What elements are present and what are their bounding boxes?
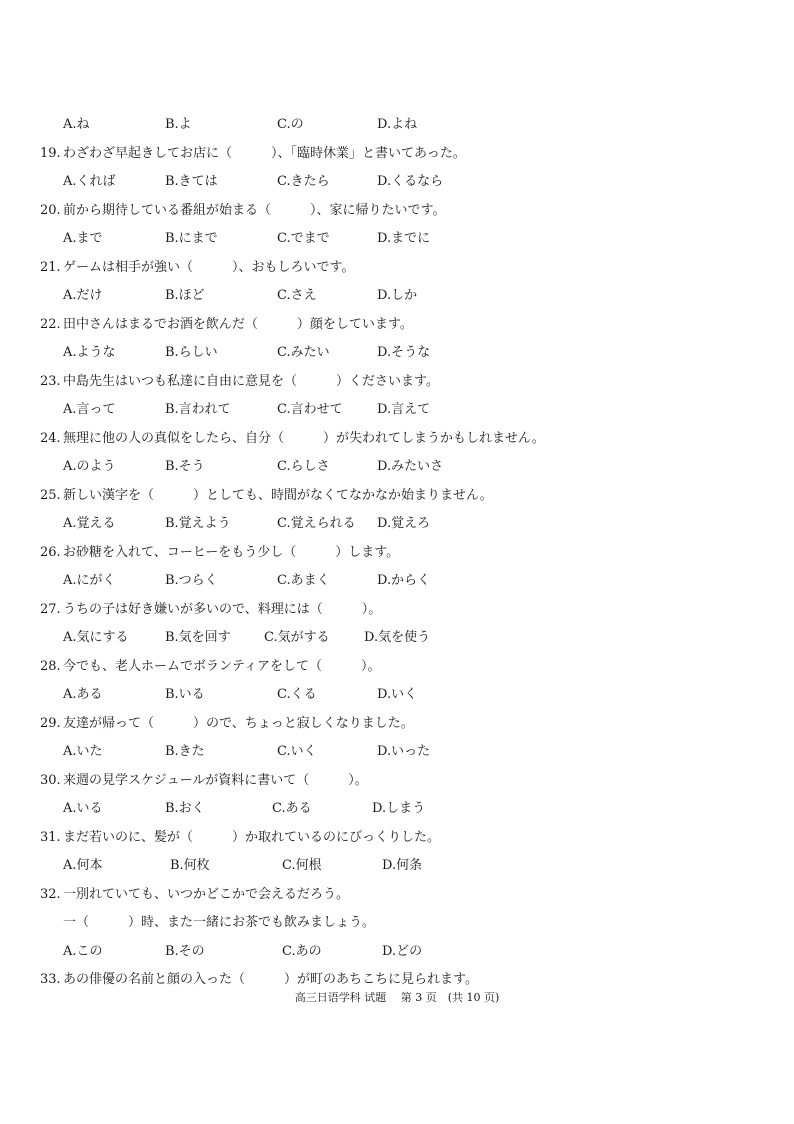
- answer-option: B.つらく: [165, 573, 218, 588]
- answer-option: D.までに: [377, 231, 431, 246]
- question-line: [0, 656, 794, 678]
- answer-option: D.しか: [377, 288, 418, 303]
- answer-option: C.みたい: [277, 345, 330, 360]
- question-line: [0, 884, 794, 906]
- answer-option: D.そうな: [377, 345, 431, 360]
- answer-option: C.いく: [277, 744, 317, 759]
- options-line: [0, 627, 794, 649]
- answer-option: C.さえ: [277, 288, 317, 303]
- answer-option: C.らしさ: [277, 459, 330, 474]
- answer-option: C.あの: [282, 943, 322, 959]
- question-text: 今でも、老人ホームでボランティアをして（ ）。: [63, 658, 381, 674]
- answer-option: C.覚えられる: [277, 516, 356, 531]
- answer-option: A.ような: [63, 345, 116, 360]
- answer-option: D.いった: [377, 744, 431, 759]
- answer-option: A.のよう: [63, 459, 116, 474]
- answer-option: D.しまう: [372, 801, 426, 816]
- answer-option: C.何根: [282, 858, 322, 873]
- answer-option: C.ある: [272, 801, 312, 816]
- question-number: 31.: [40, 829, 61, 845]
- answer-option: C.あまく: [277, 573, 330, 588]
- answer-option: B.何枚: [170, 858, 210, 873]
- options-line: [0, 342, 794, 364]
- question-number: 30.: [40, 772, 61, 788]
- question-continuation: 一（ ）時、また一緒にお茶でも飲みましょう。: [63, 915, 376, 930]
- answer-option: A.言って: [63, 402, 116, 417]
- answer-option: D.くるなら: [377, 174, 444, 189]
- answer-option: B.らしい: [165, 345, 218, 360]
- answer-option: B.その: [165, 943, 205, 959]
- question-number: 20.: [40, 202, 61, 218]
- answer-option: C.言わせて: [277, 402, 343, 417]
- answer-option: D.言えて: [377, 402, 431, 417]
- question-number: 33.: [40, 972, 61, 987]
- question-text: 来週の見学スケジュールが資料に書いて（ ）。: [63, 772, 368, 788]
- options-line: [0, 941, 794, 963]
- options-line: [0, 855, 794, 877]
- answer-option: A.ある: [63, 687, 103, 702]
- answer-option: D.いく: [377, 687, 418, 702]
- question-line: [0, 485, 794, 507]
- question-text: 無理に他の人の真似をしたら、自分（ ）が失われてしまうかもしれません。: [63, 430, 545, 446]
- options-line: [0, 285, 794, 307]
- question-number: 22.: [40, 316, 61, 332]
- answer-option: B.ほど: [165, 288, 205, 303]
- question-number: 25.: [40, 487, 61, 503]
- question-line: [0, 713, 794, 735]
- options-line: [0, 456, 794, 478]
- answer-option: C.の: [277, 117, 304, 132]
- answer-option: B.おく: [165, 801, 205, 816]
- options-line: [0, 684, 794, 706]
- options-line: [0, 798, 794, 820]
- answer-option: A.にがく: [63, 573, 116, 588]
- question-text: 前から期待している番組が始まる（ ）、家に帰りたいです。: [63, 202, 446, 218]
- answer-option: B.きては: [165, 174, 218, 189]
- answer-option: B.気を回す: [165, 630, 231, 645]
- question-number: 32.: [40, 886, 61, 902]
- question-line: [0, 257, 794, 279]
- options-line: [0, 228, 794, 250]
- question-line: [0, 827, 794, 849]
- question-text: まだ若いのに、髪が（ ）か取れているのにびっくりした。: [63, 829, 441, 845]
- question-line: [0, 428, 794, 450]
- question-text: あの俳優の名前と顔の入った（ ）が町のあちこちに見られます。: [63, 972, 478, 987]
- answer-option: A.いた: [63, 744, 103, 759]
- question-text: うちの子は好き嫌いが多いので、料理には（ ）。: [63, 601, 382, 617]
- answer-option: D.からく: [377, 573, 431, 588]
- answer-option: B.いる: [165, 687, 205, 702]
- answer-option: C.くる: [277, 687, 317, 702]
- question-line: [0, 770, 794, 792]
- question-number: 19.: [40, 145, 61, 161]
- answer-option: A.この: [63, 943, 103, 959]
- question-number: 23.: [40, 373, 61, 389]
- answer-option: D.どの: [382, 943, 423, 959]
- question-text: 新しい漢字を（ ）としても、時間がなくてなかなか始まりません。: [63, 487, 493, 503]
- answer-option: B.きた: [165, 744, 205, 759]
- answer-option: D.覚えろ: [377, 516, 431, 531]
- question-line: [0, 542, 794, 564]
- answer-option: A.まで: [63, 231, 103, 246]
- options-line: [0, 741, 794, 763]
- answer-option: D.何条: [382, 858, 423, 873]
- answer-option: C.でまで: [277, 231, 330, 246]
- options-line: [0, 114, 794, 136]
- answer-option: D.よね: [377, 117, 418, 132]
- question-line: [0, 314, 794, 336]
- question-number: 24.: [40, 430, 61, 446]
- question-number: 26.: [40, 544, 61, 560]
- options-line: [0, 570, 794, 592]
- answer-option: A.何本: [63, 858, 103, 873]
- question-continuation-line: [0, 912, 794, 934]
- answer-option: A.いる: [63, 801, 103, 816]
- answer-option: A.だけ: [63, 288, 103, 303]
- question-text: 田中さんはまるでお酒を飲んだ（ ）顔をしています。: [63, 316, 413, 332]
- answer-option: A.気にする: [63, 630, 129, 645]
- question-text: ゲームは相手が強い（ ）、おもしろいです。: [63, 259, 355, 275]
- answer-option: B.にまで: [165, 231, 218, 246]
- question-number: 27.: [40, 601, 61, 617]
- answer-option: C.きたら: [277, 174, 330, 189]
- options-line: [0, 513, 794, 535]
- question-text: 友達が帰って（ ）ので、ちょっと寂しくなりました。: [63, 715, 414, 731]
- options-line: [0, 171, 794, 193]
- question-line: [0, 371, 794, 393]
- question-number: 21.: [40, 259, 61, 275]
- question-line: [0, 200, 794, 222]
- question-line: [0, 599, 794, 621]
- question-text: 中島先生はいつも私達に自由に意見を（ ）くださいます。: [63, 373, 439, 389]
- question-line: [0, 143, 794, 165]
- question-number: 29.: [40, 715, 61, 731]
- options-line: [0, 399, 794, 421]
- answer-option: B.よ: [165, 117, 192, 132]
- question-number: 28.: [40, 658, 61, 674]
- question-line: [0, 969, 794, 991]
- answer-option: D.気を使う: [364, 630, 431, 645]
- question-text: お砂糖を入れて、コーヒーをもう少し（ ）します。: [63, 544, 400, 560]
- answer-option: D.みたいさ: [377, 459, 444, 474]
- answer-option: B.言われて: [165, 402, 231, 417]
- page-footer: 高三日语学科 试题 第 3 页 (共 10 页): [294, 991, 500, 1004]
- question-text: 一別れていても、いつかどこかで会えるだろう。: [63, 886, 350, 902]
- answer-option: A.くれば: [63, 174, 116, 189]
- answer-option: B.そう: [165, 459, 205, 474]
- answer-option: A.覚える: [63, 516, 116, 531]
- question-text: わざわざ早起きしてお店に（ ）、「臨時休業」と書いてあった。: [63, 145, 466, 161]
- answer-option: B.覚えよう: [165, 516, 231, 531]
- answer-option: A.ね: [63, 117, 90, 132]
- answer-option: C.気がする: [264, 630, 330, 645]
